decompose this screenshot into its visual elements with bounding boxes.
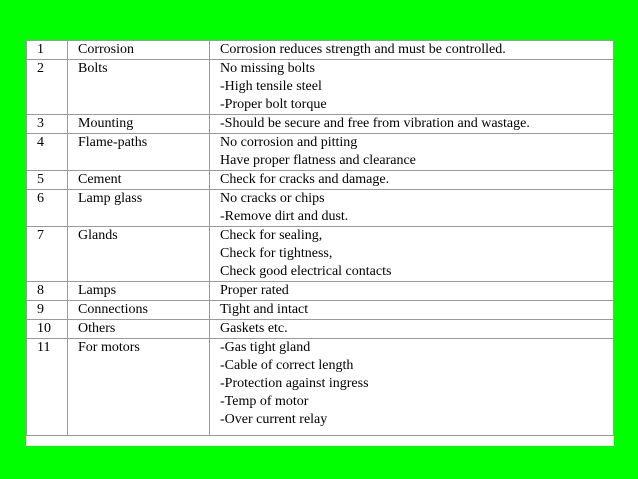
requirement-line: -Protection against ingress bbox=[220, 376, 369, 391]
table-row bbox=[27, 41, 614, 60]
requirement-line: -Proper bolt torque bbox=[220, 97, 327, 112]
row-requirements bbox=[210, 301, 614, 320]
row-item: Others bbox=[68, 320, 210, 339]
row-item: Glands bbox=[68, 227, 210, 282]
row-requirements bbox=[210, 227, 614, 282]
requirement-line: No missing bolts bbox=[220, 61, 315, 76]
requirement-line: Gaskets etc. bbox=[220, 321, 288, 336]
row-number: 6 bbox=[27, 190, 68, 227]
inspection-checklist-table bbox=[26, 40, 614, 436]
row-number: 11 bbox=[27, 339, 68, 436]
requirement-line: Proper rated bbox=[220, 283, 289, 298]
table-row bbox=[27, 190, 614, 227]
requirement-line: -High tensile steel bbox=[220, 79, 322, 94]
requirement-line: Tight and intact bbox=[220, 302, 309, 317]
row-number: 8 bbox=[27, 282, 68, 301]
requirement-line: -Temp of motor bbox=[220, 394, 309, 409]
requirement-line: Check good electrical contacts bbox=[220, 264, 392, 279]
requirement-line: No cracks or chips bbox=[220, 191, 325, 206]
table-row bbox=[27, 339, 614, 436]
table-row bbox=[27, 115, 614, 134]
row-requirements bbox=[210, 320, 614, 339]
row-item: Bolts bbox=[68, 60, 210, 115]
requirement-line: Have proper flatness and clearance bbox=[220, 153, 416, 168]
table-row bbox=[27, 282, 614, 301]
requirement-line: -Gas tight gland bbox=[220, 340, 311, 355]
row-number: 1 bbox=[27, 41, 68, 60]
requirement-line: -Cable of correct length bbox=[220, 358, 354, 373]
table-row bbox=[27, 60, 614, 115]
table-row bbox=[27, 134, 614, 171]
row-requirements bbox=[210, 115, 614, 134]
row-requirements bbox=[210, 134, 614, 171]
row-item: Lamp glass bbox=[68, 190, 210, 227]
requirement-line: Check for tightness, bbox=[220, 246, 333, 261]
row-requirements bbox=[210, 282, 614, 301]
requirement-line: No corrosion and pitting bbox=[220, 135, 358, 150]
row-number: 3 bbox=[27, 115, 68, 134]
document-sheet bbox=[26, 40, 614, 446]
requirement-line: Check for sealing, bbox=[220, 228, 323, 243]
row-number: 9 bbox=[27, 301, 68, 320]
row-item: Cement bbox=[68, 171, 210, 190]
row-item: For motors bbox=[68, 339, 210, 436]
requirement-line: Check for cracks and damage. bbox=[220, 172, 390, 187]
table-row bbox=[27, 301, 614, 320]
requirement-line: -Should be secure and free from vibration and wastage. bbox=[220, 116, 530, 131]
requirement-line: -Remove dirt and dust. bbox=[220, 209, 349, 224]
requirement-line: Corrosion reduces strength and must be controlled. bbox=[220, 42, 506, 57]
row-item: Flame-paths bbox=[68, 134, 210, 171]
row-requirements bbox=[210, 190, 614, 227]
row-number: 5 bbox=[27, 171, 68, 190]
row-number: 7 bbox=[27, 227, 68, 282]
row-item: Lamps bbox=[68, 282, 210, 301]
row-requirements bbox=[210, 339, 614, 436]
row-number: 4 bbox=[27, 134, 68, 171]
row-number: 10 bbox=[27, 320, 68, 339]
table-row bbox=[27, 320, 614, 339]
row-item: Connections bbox=[68, 301, 210, 320]
table-row bbox=[27, 171, 614, 190]
row-requirements bbox=[210, 60, 614, 115]
row-requirements bbox=[210, 41, 614, 60]
checklist-body bbox=[27, 41, 614, 436]
table-row bbox=[27, 227, 614, 282]
row-number: 2 bbox=[27, 60, 68, 115]
row-requirements bbox=[210, 171, 614, 190]
row-item: Corrosion bbox=[68, 41, 210, 60]
requirement-line: -Over current relay bbox=[220, 412, 328, 427]
row-item: Mounting bbox=[68, 115, 210, 134]
